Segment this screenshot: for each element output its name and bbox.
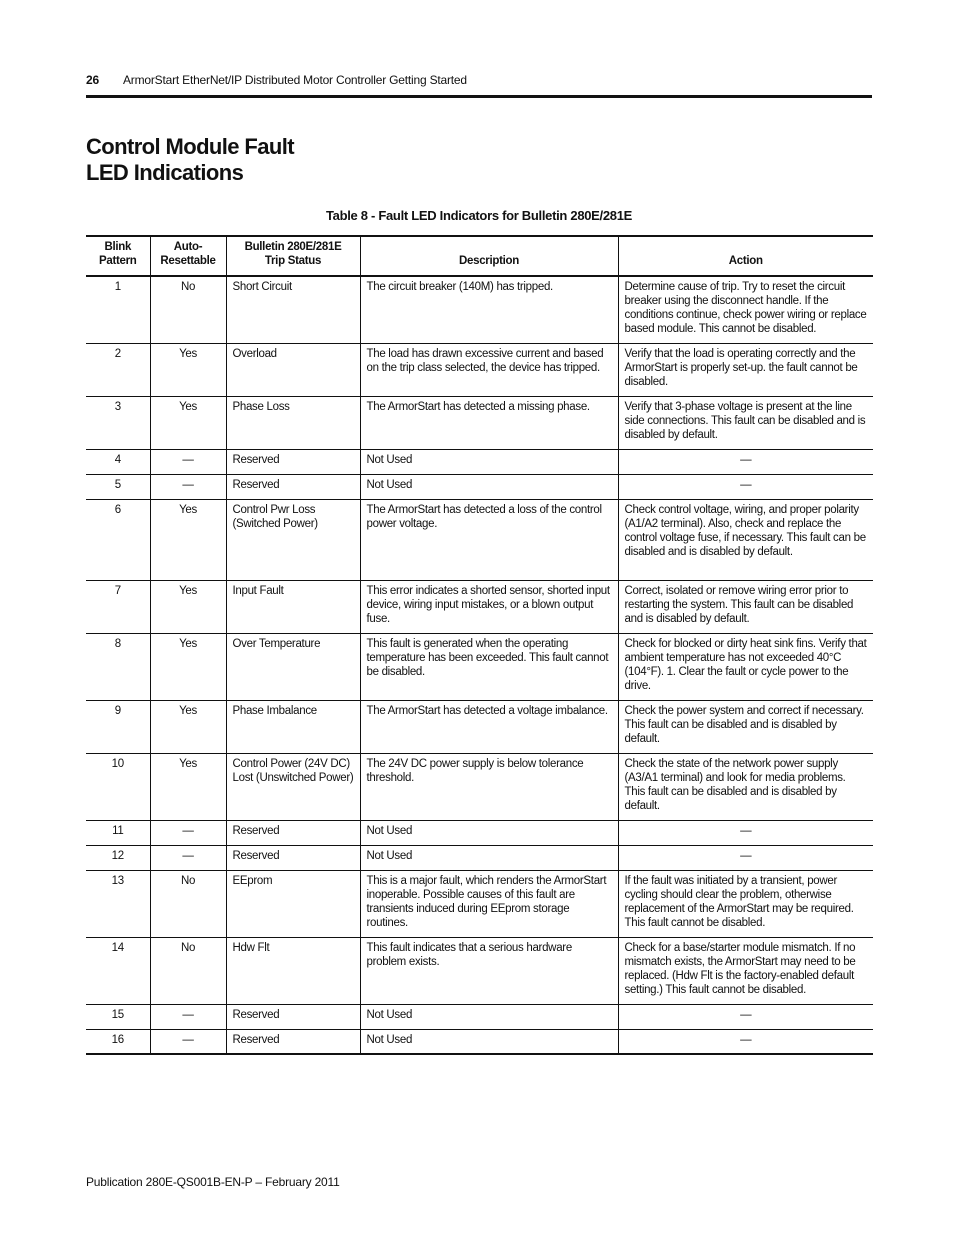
table-row [86,1029,873,1054]
cell-auto-resettable: — [150,449,226,474]
cell-trip-status: Short Circuit [226,276,360,343]
page-number: 26 [86,73,99,87]
cell-auto-resettable: Yes [150,396,226,449]
table-header-row [86,236,873,276]
table-row [86,343,873,396]
cell-description: Not Used [360,449,618,474]
cell-description: The ArmorStart has detected a missing phase. [360,396,618,449]
cell-description: Not Used [360,845,618,870]
table-row [86,1004,873,1029]
cell-action: Determine cause of trip. Try to reset the circuit breaker using the disconnect handle. If the conditions continue, check power wiring or replace based module. This cannot be disabled. [618,276,873,343]
cell-trip-status: Control Pwr Loss (Switched Power) [226,499,360,580]
cell-blink-pattern: 15 [86,1004,150,1029]
cell-blink-pattern: 7 [86,580,150,633]
cell-action: Correct, isolated or remove wiring error prior to restarting the system. This fault can be disabled and is disabled by default. [618,580,873,633]
cell-action: — [618,474,873,499]
cell-description: The ArmorStart has detected a loss of the control power voltage. [360,499,618,580]
cell-description: The 24V DC power supply is below tolerance threshold. [360,753,618,820]
cell-action: Check for a base/starter module mismatch. If no mismatch exists, the ArmorStart may need to be replaced. (Hdw Flt is the factory-enabled default setting.) This fault cannot be disabled. [618,937,873,1004]
cell-auto-resettable: — [150,474,226,499]
cell-auto-resettable: — [150,1029,226,1054]
cell-action: — [618,820,873,845]
col-header-action: Action [618,236,873,276]
cell-description: This fault is generated when the operating temperature has been exceeded. This fault cannot be disabled. [360,633,618,700]
col-header-blink-pattern: Blink Pattern [86,236,150,276]
header-title: ArmorStart EtherNet/IP Distributed Motor Controller Getting Started [123,73,467,87]
cell-blink-pattern: 14 [86,937,150,1004]
table-row [86,396,873,449]
cell-blink-pattern: 4 [86,449,150,474]
cell-description: This fault indicates that a serious hardware problem exists. [360,937,618,1004]
publication-footer: Publication 280E-QS001B-EN-P – February 2011 [86,1175,340,1189]
col-header-auto-resettable: Auto- Resettable [150,236,226,276]
cell-blink-pattern: 3 [86,396,150,449]
table-caption: Table 8 - Fault LED Indicators for Bulletin 280E/281E [325,208,633,223]
cell-trip-status: Reserved [226,845,360,870]
cell-auto-resettable: No [150,276,226,343]
cell-trip-status: Hdw Flt [226,937,360,1004]
cell-blink-pattern: 11 [86,820,150,845]
cell-action: Verify that the load is operating correctly and the ArmorStart is properly set-up. the fault cannot be disabled. [618,343,873,396]
cell-trip-status: Reserved [226,449,360,474]
cell-auto-resettable: Yes [150,633,226,700]
cell-blink-pattern: 8 [86,633,150,700]
cell-auto-resettable: Yes [150,580,226,633]
cell-description: Not Used [360,1004,618,1029]
cell-blink-pattern: 12 [86,845,150,870]
section-title-line-2: LED Indications [86,160,244,185]
table-row [86,700,873,753]
cell-action: — [618,845,873,870]
cell-action: Check control voltage, wiring, and proper polarity (A1/A2 terminal). Also, check and replace the control voltage fuse, if necessary. This fault can be disabled and is disabled by default. [618,499,873,580]
cell-description: Not Used [360,474,618,499]
table-row [86,580,873,633]
cell-trip-status: Phase Loss [226,396,360,449]
cell-auto-resettable: — [150,820,226,845]
table-row [86,276,873,343]
cell-action: — [618,1004,873,1029]
cell-auto-resettable: Yes [150,753,226,820]
cell-blink-pattern: 13 [86,870,150,937]
cell-blink-pattern: 6 [86,499,150,580]
cell-description: This is a major fault, which renders the ArmorStart inoperable. Possible causes of this fault are transients induced during EEprom storage routines. [360,870,618,937]
table-row [86,937,873,1004]
fault-led-table [86,235,873,1055]
cell-trip-status: Reserved [226,474,360,499]
cell-blink-pattern: 16 [86,1029,150,1054]
section-title-line-1: Control Module Fault [86,134,294,159]
cell-description: The load has drawn excessive current and based on the trip class selected, the device has tripped. [360,343,618,396]
cell-description: This error indicates a shorted sensor, shorted input device, wiring input mistakes, or a blown output fuse. [360,580,618,633]
cell-trip-status: Input Fault [226,580,360,633]
cell-blink-pattern: 10 [86,753,150,820]
cell-trip-status: Reserved [226,1029,360,1054]
header-rule [86,95,872,98]
table-row [86,820,873,845]
cell-auto-resettable: No [150,937,226,1004]
cell-description: Not Used [360,1029,618,1054]
cell-trip-status: Reserved [226,1004,360,1029]
cell-trip-status: Phase Imbalance [226,700,360,753]
cell-trip-status: Reserved [226,820,360,845]
table-row [86,449,873,474]
col-header-description: Description [360,236,618,276]
col-header-trip-status: Bulletin 280E/281E Trip Status [226,236,360,276]
cell-auto-resettable: Yes [150,343,226,396]
cell-action: Check the state of the network power supply (A3/A1 terminal) and look for media problems. This fault can be disabled and is disabled by default. [618,753,873,820]
cell-auto-resettable: — [150,1004,226,1029]
table-row [86,633,873,700]
cell-action: Check the power system and correct if necessary. This fault can be disabled and is disabled by default. [618,700,873,753]
cell-action: Check for blocked or dirty heat sink fins. Verify that ambient temperature has not exceeded 40°C (104°F). 1. Clear the fault or cycle power to the drive. [618,633,873,700]
cell-action: Verify that 3-phase voltage is present at the line side connections. This fault can be disabled and is disabled by default. [618,396,873,449]
table-row [86,845,873,870]
table-body [86,276,873,1054]
cell-action: — [618,1029,873,1054]
cell-auto-resettable: No [150,870,226,937]
cell-blink-pattern: 2 [86,343,150,396]
cell-auto-resettable: Yes [150,700,226,753]
cell-description: The ArmorStart has detected a voltage imbalance. [360,700,618,753]
cell-trip-status: Overload [226,343,360,396]
cell-auto-resettable: Yes [150,499,226,580]
running-header [86,73,872,95]
cell-action: If the fault was initiated by a transient, power cycling should clear the problem, otherwise replacement of the ArmorStart may be required. This fault cannot be disabled. [618,870,873,937]
table-row [86,753,873,820]
cell-description: Not Used [360,820,618,845]
cell-trip-status: Control Power (24V DC) Lost (Unswitched Power) [226,753,360,820]
table-row [86,870,873,937]
cell-description: The circuit breaker (140M) has tripped. [360,276,618,343]
cell-blink-pattern: 1 [86,276,150,343]
table-row [86,499,873,580]
cell-blink-pattern: 5 [86,474,150,499]
section-title [86,134,294,186]
cell-blink-pattern: 9 [86,700,150,753]
cell-trip-status: EEprom [226,870,360,937]
table-row [86,474,873,499]
cell-trip-status: Over Temperature [226,633,360,700]
cell-action: — [618,449,873,474]
cell-auto-resettable: — [150,845,226,870]
